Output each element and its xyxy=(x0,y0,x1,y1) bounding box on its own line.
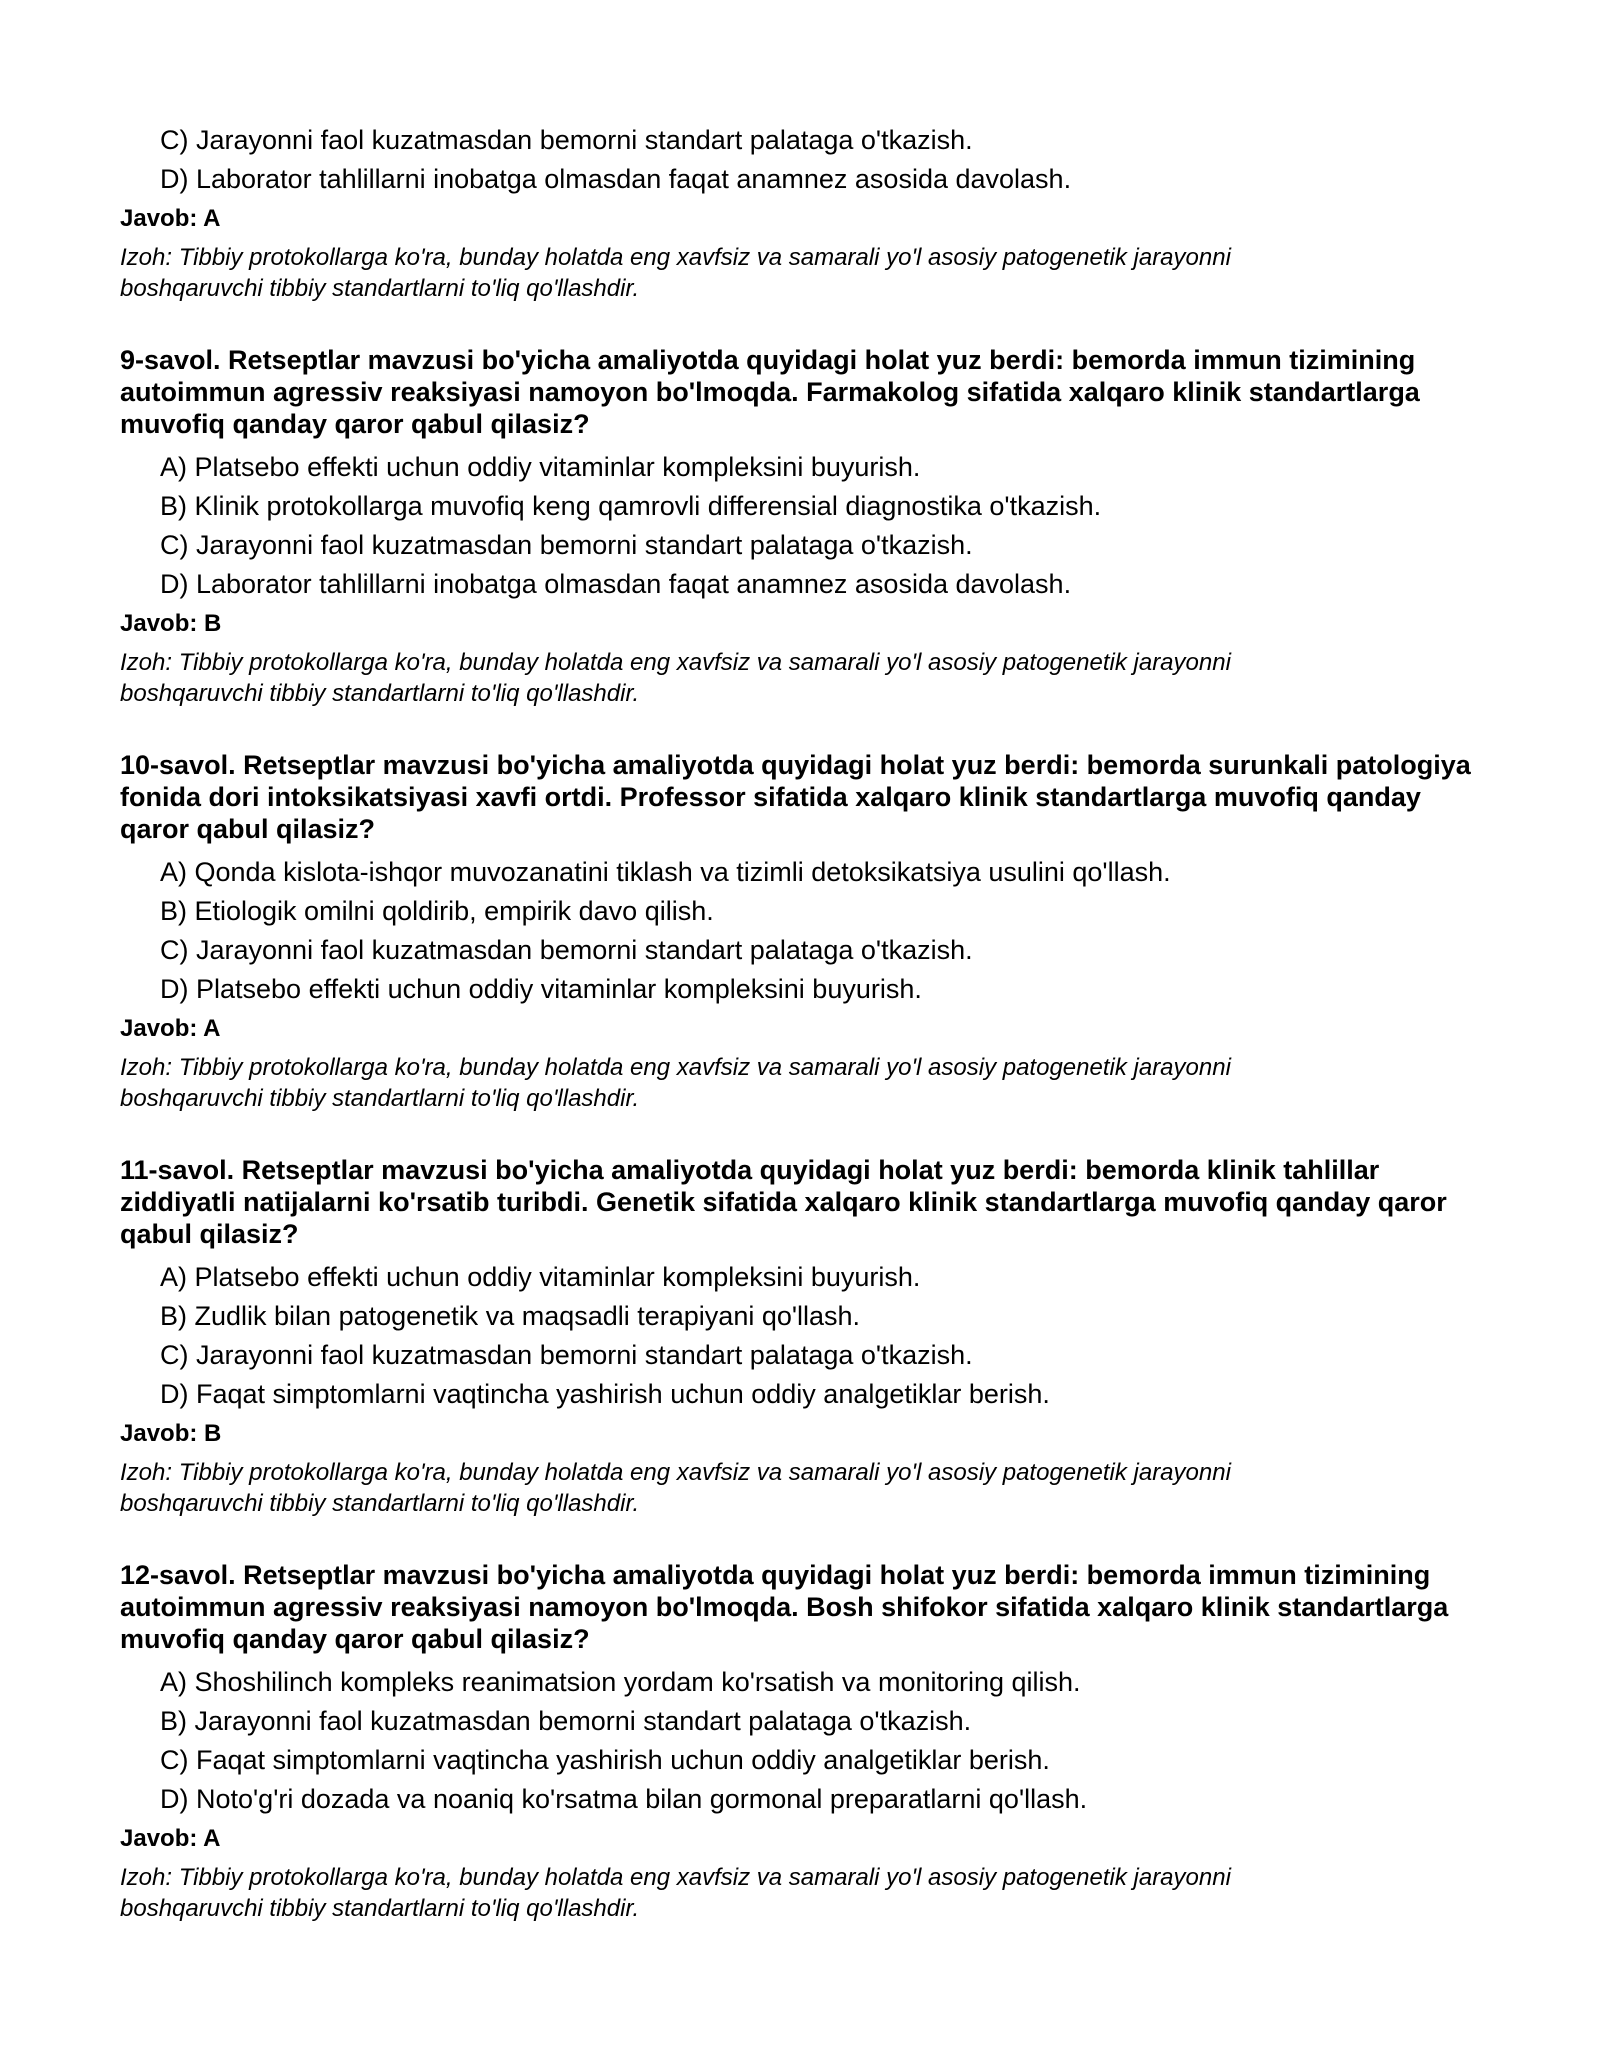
answer-label: Javob: A xyxy=(120,1015,221,1042)
option-b: B) Klinik protokollarga muvofiq keng qamrovli differensial diagnostika o'tkazish. xyxy=(160,491,1102,521)
question-10 xyxy=(120,749,1480,1114)
option-c: C) Jarayonni faol kuzatmasdan bemorni standart palataga o'tkazish. xyxy=(160,125,973,155)
option-d: D) Faqat simptomlarni vaqtincha yashirish uchun oddiy analgetiklar berish. xyxy=(160,1379,1050,1409)
option-b: B) Etiologik omilni qoldirib, empirik davo qilish. xyxy=(160,896,714,926)
option-c: C) Jarayonni faol kuzatmasdan bemorni standart palataga o'tkazish. xyxy=(160,1340,973,1370)
explanation-note: Izoh: Tibbiy protokollarga ko'ra, bunday holatda eng xavfsiz va samarali yo'l asosiy patogenetik jarayonni boshqaruvchi tibbiy standartlarni to'liq qo'llashdir. xyxy=(120,1054,1231,1112)
option-a: A) Qonda kislota-ishqor muvozanatini tiklash va tizimli detoksikatsiya usulini qo'llash. xyxy=(160,857,1171,887)
document-page xyxy=(120,121,1480,1924)
question-12 xyxy=(120,1559,1480,1924)
option-d: D) Laborator tahlillarni inobatga olmasdan faqat anamnez asosida davolash. xyxy=(160,569,1072,599)
option-c: C) Faqat simptomlarni vaqtincha yashirish uchun oddiy analgetiklar berish. xyxy=(160,1745,1050,1775)
explanation-note: Izoh: Tibbiy protokollarga ko'ra, bunday holatda eng xavfsiz va samarali yo'l asosiy patogenetik jarayonni boshqaruvchi tibbiy standartlarni to'liq qo'llashdir. xyxy=(120,244,1231,302)
option-b: B) Jarayonni faol kuzatmasdan bemorni standart palataga o'tkazish. xyxy=(160,1706,972,1736)
explanation-note: Izoh: Tibbiy protokollarga ko'ra, bunday holatda eng xavfsiz va samarali yo'l asosiy patogenetik jarayonni boshqaruvchi tibbiy standartlarni to'liq qo'llashdir. xyxy=(120,649,1231,707)
question-9 xyxy=(120,344,1480,709)
answer-label: Javob: A xyxy=(120,205,221,232)
option-d: D) Platsebo effekti uchun oddiy vitaminlar kompleksini buyurish. xyxy=(160,974,922,1004)
question-11 xyxy=(120,1154,1480,1519)
answer-label: Javob: B xyxy=(120,610,222,637)
option-b: B) Zudlik bilan patogenetik va maqsadli terapiyani qo'llash. xyxy=(160,1301,861,1331)
answer-label: Javob: B xyxy=(120,1420,222,1447)
option-d: D) Laborator tahlillarni inobatga olmasdan faqat anamnez asosida davolash. xyxy=(160,164,1072,194)
option-d: D) Noto'g'ri dozada va noaniq ko'rsatma bilan gormonal preparatlarni qo'llash. xyxy=(160,1784,1088,1814)
question-text: 9-savol. Retseptlar mavzusi bo'yicha amaliyotda quyidagi holat yuz berdi: bemorda immun tizimining autoimmun agressiv reaksiyasi namoyon bo'lmoqda. Farmakolog sifatida xalqaro klinik standartlarga muvofiq qanday qaror qabul qilasiz? xyxy=(120,345,1420,439)
answer-label: Javob: A xyxy=(120,1825,221,1852)
option-a: A) Platsebo effekti uchun oddiy vitaminlar kompleksini buyurish. xyxy=(160,452,921,482)
option-a: A) Platsebo effekti uchun oddiy vitaminlar kompleksini buyurish. xyxy=(160,1262,921,1292)
question-text: 11-savol. Retseptlar mavzusi bo'yicha amaliyotda quyidagi holat yuz berdi: bemorda klinik tahlillar ziddiyatli natijalarni ko'rsatib turibdi. Genetik sifatida xalqaro klinik standartlarga muvofiq qanday qaror qabul qilasiz? xyxy=(120,1155,1447,1249)
explanation-note: Izoh: Tibbiy protokollarga ko'ra, bunday holatda eng xavfsiz va samarali yo'l asosiy patogenetik jarayonni boshqaruvchi tibbiy standartlarni to'liq qo'llashdir. xyxy=(120,1864,1231,1922)
option-a: A) Shoshilinch kompleks reanimatsion yordam ko'rsatish va monitoring qilish. xyxy=(160,1667,1081,1697)
option-c: C) Jarayonni faol kuzatmasdan bemorni standart palataga o'tkazish. xyxy=(160,935,973,965)
question-text: 10-savol. Retseptlar mavzusi bo'yicha amaliyotda quyidagi holat yuz berdi: bemorda surunkali patologiya fonida dori intoksikatsiyasi xavfi ortdi. Professor sifatida xalqaro klinik standartlarga muvofiq qanday qaror qabul qilasiz? xyxy=(120,750,1471,844)
question-text: 12-savol. Retseptlar mavzusi bo'yicha amaliyotda quyidagi holat yuz berdi: bemorda immun tizimining autoimmun agressiv reaksiyasi namoyon bo'lmoqda. Bosh shifokor sifatida xalqaro klinik standartlarga muvofiq qanday qaror qabul qilasiz? xyxy=(120,1560,1449,1654)
question-8-tail xyxy=(120,121,1480,304)
option-c: C) Jarayonni faol kuzatmasdan bemorni standart palataga o'tkazish. xyxy=(160,530,973,560)
explanation-note: Izoh: Tibbiy protokollarga ko'ra, bunday holatda eng xavfsiz va samarali yo'l asosiy patogenetik jarayonni boshqaruvchi tibbiy standartlarni to'liq qo'llashdir. xyxy=(120,1459,1231,1517)
